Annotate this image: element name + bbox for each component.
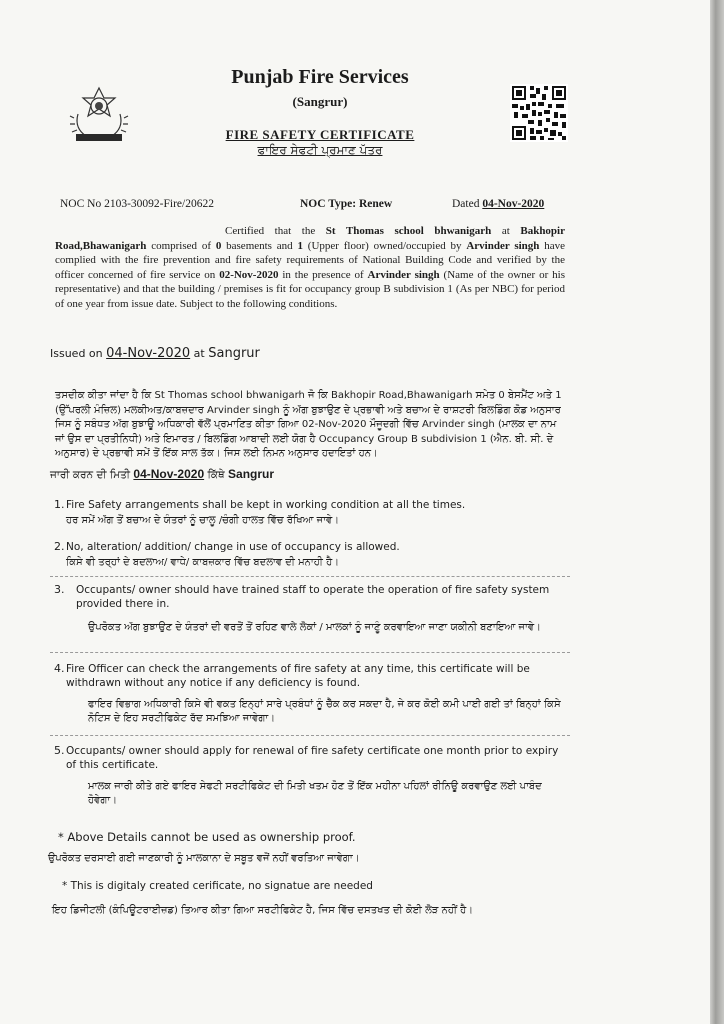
condition-2: 2. No, alteration/ addition/ change in use of occupancy is allowed. ਕਿਸੇ ਵੀ ਤਰ੍ਹਾਂ ਦੇ ਬਦਲਾਅ/ ਵਾਧੇ/ ਕਾਬਜ਼ਕਾਰ ਵਿੱਚ ਬਦਲਾਵ ਦੀ ਮਨਾਹੀ ਹੈ। bbox=[54, 540, 400, 568]
issued-on-line: Issued on 04-Nov-2020 at Sangrur bbox=[50, 346, 260, 361]
condition-5: 5. Occupants/ owner should apply for renewal of fire safety certificate one month prior to expiry of this certificate. ਮਾਲਕ ਜਾਰੀ ਕੀਤੇ ਗਏ ਫਾਇਰ ਸੇਫਟੀ ਸਰਟੀਫਿਕੇਟ ਦੀ ਮਿਤੀ ਖਤਮ ਹੋਣ ਤੋਂ ਇੱਕ ਮਹੀਨਾ ਪਹਿਲਾਂ ਰੀਨਿਊ ਕਰਵਾਉਣ ਲਈ ਪਾਬੰਦ ਹੋਵੇਗਾ। bbox=[54, 744, 559, 806]
divider bbox=[50, 576, 570, 577]
issued-on-line-punjabi: ਜਾਰੀ ਕਰਨ ਦੀ ਮਿਤੀ 04-Nov-2020 ਕਿੱਥੇ Sangrur bbox=[50, 467, 275, 481]
condition-3: 3. Occupants/ owner should have trained staff to operate the operation of fire safety system provided there in. ਉਪਰੋਕਤ ਅੱਗ ਬੁਝਾਉਣ ਦੇ ਯੰਤਰਾਂ ਦੀ ਵਰਤੋਂ ਤੋਂ ਰਹਿਣ ਵਾਲੇ ਲੋਕਾਂ / ਮਾਲਕਾਂ ਨੂੰ ਜਾਣੂੰ ਕਰਵਾਇਆ ਜਾਣਾ ਯਕੀਨੀ ਬਣਾਇਆ ਜਾਵੇ। bbox=[54, 583, 550, 633]
issued-place: Sangrur bbox=[208, 346, 260, 361]
digital-note-punjabi: ਇਹ ਡਿਜੀਟਲੀ (ਕੰਪਿਊਟਰਾਈਜ਼ਡ) ਤਿਆਰ ਕੀਤਾ ਗਿਆ ਸਰਟੀਫਿਕੇਟ ਹੈ, ਜਿਸ ਵਿੱਚ ਦਸਤਖਤ ਦੀ ਕੋਈ ਲੋੜ ਨਹੀਂ ਹੈ। bbox=[52, 905, 474, 916]
issued-date: 04-Nov-2020 bbox=[106, 346, 191, 361]
organization-title: Punjab Fire Services bbox=[231, 66, 409, 88]
page-edge bbox=[710, 0, 724, 1024]
divider bbox=[50, 735, 570, 736]
noc-number: NOC No 2103-30092-Fire/20622 bbox=[60, 198, 214, 210]
certificate-title: FIRE SAFETY CERTIFICATE bbox=[225, 127, 415, 142]
condition-4: 4. Fire Officer can check the arrangements of fire safety at any time, this certificate will be withdrawn without any notice if any deficiency is found. ਫਾਇਰ ਵਿਭਾਗ ਅਧਿਕਾਰੀ ਕਿਸੇ ਵੀ ਵਕਤ ਇਨ੍ਹਾਂ ਸਾਰੇ ਪ੍ਰਬੰਧਾਂ ਨੂੰ ਚੈੱਕ ਕਰ ਸਕਦਾ ਹੈ, ਜੇ ਕਰ ਕੋਈ ਕਮੀ ਪਾਈ ਗਈ ਤਾਂ ਬਿਨ੍ਹਾਂ ਕਿਸੇ ਨੋਟਿਸ ਦੇ ਇਹ ਸਰਟੀਫਿਕੇਟ ਰੱਦ ਸਮਝਿਆ ਜਾਵੇਗਾ। bbox=[54, 662, 561, 724]
dated bbox=[452, 198, 544, 210]
certification-paragraph-punjabi: ਤਸਦੀਕ ਕੀਤਾ ਜਾਂਦਾ ਹੈ ਕਿ St Thomas school bhwanigarh ਜੋ ਕਿ Bakhopir Road,Bhawanigarh ਸਮੇਤ 0 ਬੇਸਮੈਂਟ ਅਤੇ 1 (ਉੱਪਰਲੀ ਮੰਜ਼ਿਲ) ਮਲਕੀਅਤ/ਕਾਬਜ਼ਦਾਰ Arvinder singh ਨੂੰ ਅੱਗ ਬੁਝਾਉਣ ਦੇ ਪ੍ਰਭਾਵੀ ਅਤੇ ਬਚਾਅ ਦੇ ਰਾਸ਼ਟਰੀ ਬਿਲਡਿੰਗ ਕੋਡ ਅਨੁਸਾਰ ਜਿਸ ਨੂੰ ਸਬੰਧਤ ਅੱਗ ਬੁਝਾਊ ਅਧਿਕਾਰੀ ਵੱਲੋਂ ਪ੍ਰਮਾਣਿਤ ਕੀਤਾ ਗਿਆ 02-Nov-2020 ਮੌਜੂਦਗੀ ਵਿੱਚ Arvinder singh (ਮਾਲਕ ਦਾ ਨਾਮ ਜਾਂ ਉਸ ਦਾ ਪ੍ਰਤੀਨਿਧੀ) ਅਤੇ ਇਮਾਰਤ / ਬਿਲਡਿੰਗ ਆਬਾਦੀ ਲਈ ਯੋਗ ਹੈ Occupancy Group B subdivision 1 (ਐਨ. ਬੀ. ਸੀ. ਦੇ ਅਨੁਸਾਰ) ਦੇ ਪ੍ਰਭਾਵੀ ਸਮੇਂ ਤੋਂ ਇੱਕ ਸਾਲ ਤੱਕ। ਜਿਸ ਲਈ ਨਿਮਨ ਅਨੁਸਾਰ ਹਦਾਇਤਾਂ ਹਨ। bbox=[55, 390, 562, 460]
dated-value: 04-Nov-2020 bbox=[482, 198, 545, 210]
organization-subtitle: (Sangrur) bbox=[292, 94, 348, 109]
ownership-note-punjabi: ਉਪਰੋਕਤ ਦਰਸਾਈ ਗਈ ਜਾਣਕਾਰੀ ਨੂੰ ਮਾਲਕਾਨਾ ਦੇ ਸਬੂਤ ਵਜੋਂ ਨਹੀਂ ਵਰਤਿਆ ਜਾਵੇਗਾ। bbox=[48, 853, 360, 864]
certification-paragraph: Certified that the St Thomas school bhwanigarh at Bakhopir Road,Bhawanigarh comprised of 0 basements and 1 (Upper floor) owned/occupied by Arvinder singh have complied with the fire prevention and fire safety requirements of National Building Code and verified by the officer concerned of fire service on 02-Nov-2020 in the presence of Arvinder singh (Name of the owner or his representative) and that the building / premises is fit for occupancy group B subdivision 1 (As per NBC) for period of one year from issue date. Subject to the following conditions. bbox=[55, 225, 566, 310]
divider bbox=[50, 652, 570, 653]
dated-label: Dated bbox=[452, 198, 480, 210]
ownership-note: * Above Details cannot be used as ownership proof. bbox=[58, 830, 356, 844]
condition-1: 1. Fire Safety arrangements shall be kept in working condition at all the times. ਹਰ ਸਮੇਂ ਅੱਗ ਤੋਂ ਬਚਾਅ ਦੇ ਯੰਤਰਾਂ ਨੂੰ ਚਾਲੂ /ਚੰਗੀ ਹਾਲਤ ਵਿੱਚ ਰੱਖਿਆ ਜਾਵੇ। bbox=[54, 498, 466, 526]
digital-note: * This is digitaly created cerificate, no signatue are needed bbox=[62, 880, 373, 892]
certificate-title-punjabi: ਫਾਇਰ ਸੇਫਟੀ ਪ੍ਰਮਾਣ ਪੱਤਰ bbox=[257, 143, 383, 157]
noc-type: NOC Type: Renew bbox=[300, 198, 393, 210]
